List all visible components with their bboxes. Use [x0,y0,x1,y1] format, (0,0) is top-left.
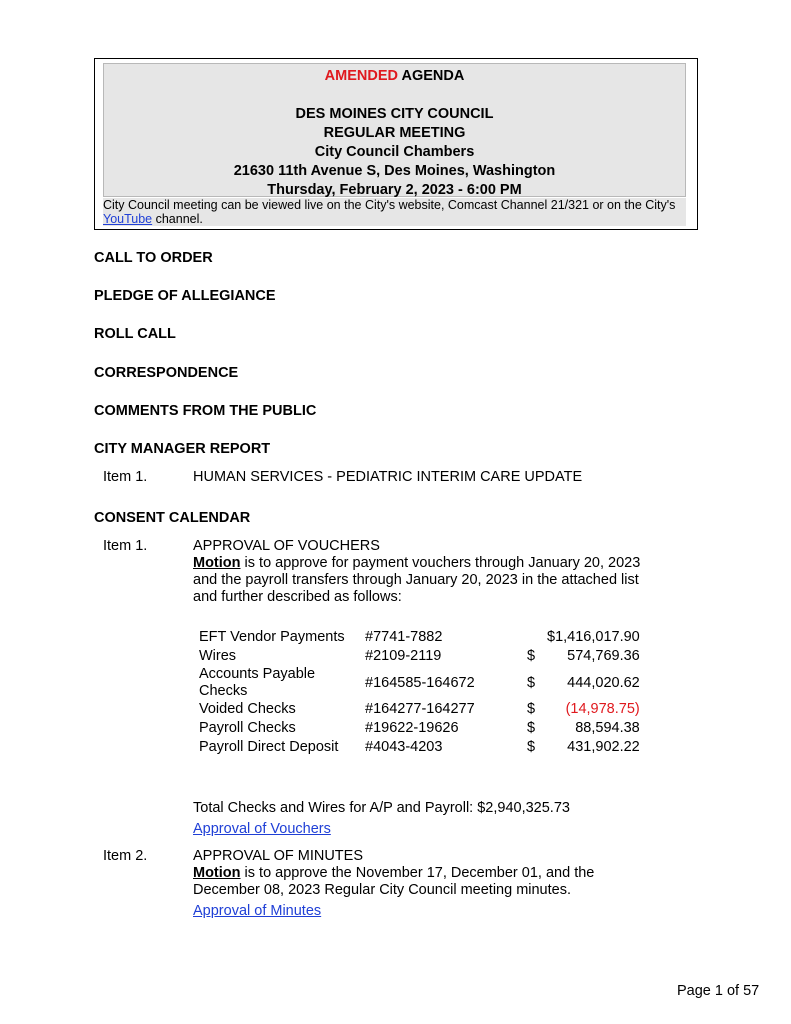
voucher-amount: (14,978.75) [565,701,640,717]
voucher-amount: 88,594.38 [575,720,640,736]
voucher-name: Payroll Direct Deposit [199,739,339,755]
voucher-number: #4043-4203 [365,739,443,755]
consent-item2-label: Item 2. [103,848,148,864]
motion-label: Motion [193,865,241,881]
voucher-dollar-sign: $ [527,739,536,755]
city-manager-item-label: Item 1. [103,469,148,485]
agenda-header [94,58,698,230]
youtube-link[interactable]: YouTube [103,212,153,226]
voucher-dollar-sign [527,628,547,647]
motion-label: Motion [193,555,241,571]
approval-of-vouchers-link[interactable]: Approval of Vouchers [193,821,331,837]
voucher-dollar-sign: $ [527,701,536,717]
section-correspondence: CORRESPONDENCE [94,365,239,381]
section-roll-call: ROLL CALL [94,326,176,342]
council-name: DES MOINES CITY COUNCIL [295,106,494,122]
section-pledge: PLEDGE OF ALLEGIANCE [94,288,276,304]
agenda-type [104,67,685,86]
voucher-row [199,719,640,738]
voucher-amount: 444,020.62 [567,674,640,691]
page-number: Page 1 of 57 [677,983,760,999]
voucher-row [199,628,640,647]
city-manager-item-title: HUMAN SERVICES - PEDIATRIC INTERIM CARE UPDATE [193,469,583,485]
voucher-amount: $1,416,017.90 [547,629,640,645]
voucher-number: #164585-164672 [365,674,475,691]
consent-item2-body: APPROVAL OF MINUTES Motion is to approve the November 17, December 01, and the December 08, 2023 Regular City Council meeting minutes. Approval of Minutes [193,848,595,919]
section-city-manager-report: CITY MANAGER REPORT [94,441,271,457]
meeting-type: REGULAR MEETING [323,125,466,141]
voucher-dollar-sign: $ [527,674,536,691]
voucher-row [199,666,640,700]
voucher-amount: 431,902.22 [567,739,640,755]
consent-item1-label: Item 1. [103,538,148,554]
vouchers-table [199,628,640,757]
location-name: City Council Chambers [314,144,475,160]
vouchers-total: Total Checks and Wires for A/P and Payroll: $2,940,325.73 [193,800,570,816]
voucher-row [199,738,640,757]
voucher-name: Accounts Payable Checks [199,666,316,699]
approval-of-minutes-link[interactable]: Approval of Minutes [193,903,322,919]
voucher-number: #19622-19626 [365,720,459,736]
section-consent-calendar: CONSENT CALENDAR [94,510,251,526]
voucher-number: #7741-7882 [365,629,443,645]
agenda-label: AGENDA [397,68,465,84]
voucher-row [199,700,640,719]
address: 21630 11th Avenue S, Des Moines, Washington [233,163,556,179]
consent-item1-title: APPROVAL OF VOUCHERS [193,538,380,554]
voucher-name: Payroll Checks [199,720,296,736]
voucher-number: #2109-2119 [365,648,442,664]
amended-label: AMENDED [324,68,398,84]
section-call-to-order: CALL TO ORDER [94,250,213,266]
voucher-dollar-sign: $ [527,720,536,736]
consent-item1-body: APPROVAL OF VOUCHERS Motion is to approve for payment vouchers through January 20, 2023 and the payroll transfers through January 20, 2023 in the attached list and further described as follows: [193,538,641,605]
consent-item2-title: APPROVAL OF MINUTES [193,848,363,864]
voucher-name: Wires [199,648,237,664]
viewing-note: City Council meeting can be viewed live on the City's website, Comcast Channel 21/321 or on the City's YouTube channel. [103,198,686,226]
voucher-amount: 574,769.36 [567,648,640,664]
agenda-header-title-block [103,63,686,197]
voucher-row [199,647,640,666]
section-public-comments: COMMENTS FROM THE PUBLIC [94,403,317,419]
voucher-dollar-sign: $ [527,648,536,664]
voucher-name: EFT Vendor Payments [199,629,345,645]
voucher-name: Voided Checks [199,701,296,717]
meeting-datetime: Thursday, February 2, 2023 - 6:00 PM [267,182,522,198]
voucher-number: #164277-164277 [365,701,475,717]
